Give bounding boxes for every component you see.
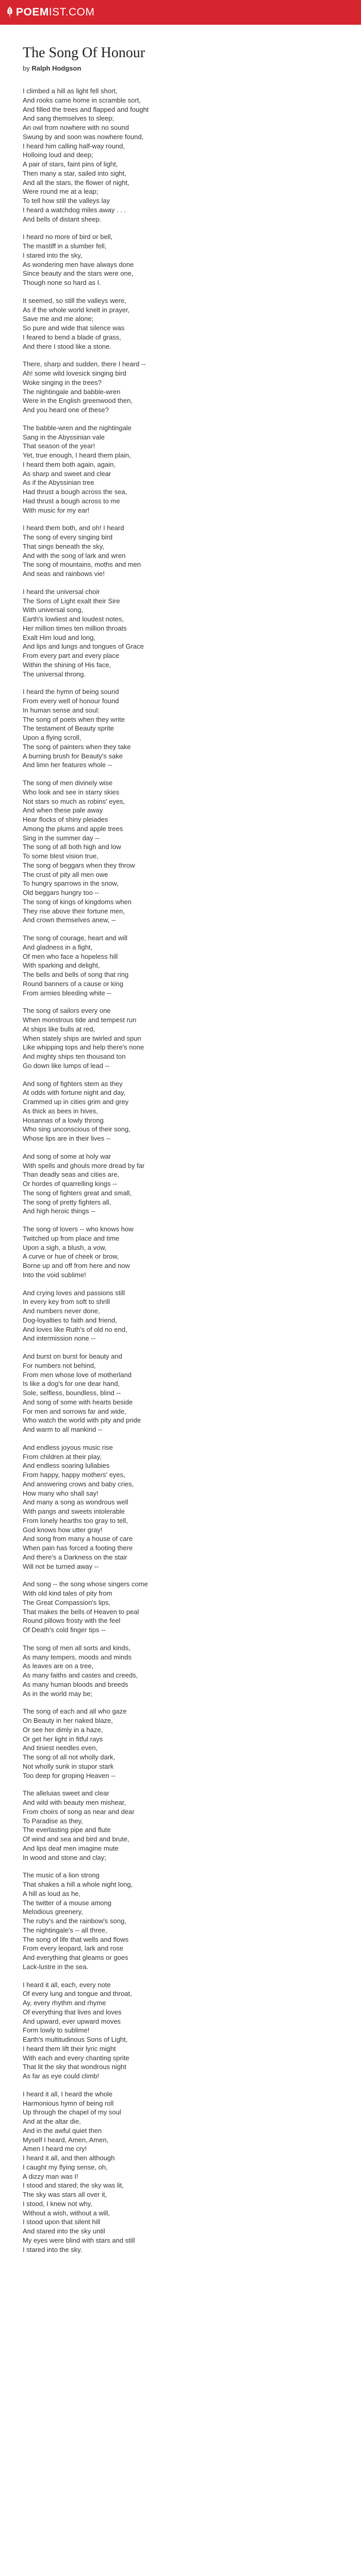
poem-line: Had thrust a bough across the sea, [23, 488, 127, 496]
poem-line: I heard them both, and oh! I heard [23, 524, 124, 532]
poem-line: Not stars so much as robins' eyes, [23, 797, 125, 805]
poem-line: Twitched up from place and time [23, 1234, 120, 1242]
poem-line: From choirs of song as near and dear [23, 1807, 135, 1816]
poem-line: Among the plums and apple trees [23, 824, 123, 833]
poem-line: Melodious greenery, [23, 1908, 83, 1916]
poem-line: And tiniest needles even, [23, 1744, 98, 1752]
poem-line: A pair of stars, faint pins of light, [23, 160, 118, 168]
poem-line: That season of the year! [23, 442, 95, 450]
poem-line: Hear flocks of shiny pleiades [23, 816, 108, 823]
poem-line: From armies bleeding white -- [23, 989, 111, 997]
poem-line: As sharp and sweet and clear [23, 469, 111, 478]
poem-line: Harmonious hymn of being roll [23, 2099, 114, 2107]
stanza [23, 1643, 338, 1699]
poem-line: And all the stars, the flower of night, [23, 178, 129, 187]
poem-line: The song of each and all who gaze [23, 1707, 127, 1716]
poem-line: Will not be turned away -- [23, 1562, 99, 1570]
poem-line: My eyes were blind with stars and still [23, 2236, 135, 2244]
poem-line: In human sense and soul: [23, 706, 100, 714]
poem-line: Had thrust a bough across to me [23, 497, 120, 505]
poem-line: The twitter of a mouse among [23, 1899, 111, 1907]
poem-line: The ruby's and the rainbow's song, [23, 1917, 126, 1925]
poem-line: That lit the sky that wondrous night [23, 2063, 126, 2071]
poem-line: And endless soaring lullabies [23, 1462, 110, 1470]
poem-line: I stood and stared; the sky was lit, [23, 2181, 124, 2190]
poem-line: Go down like lumps of lead -- [23, 1061, 110, 1070]
poem-line: As if the whole world knelt in prayer, [23, 306, 130, 314]
poem-line: With music for my ear! [23, 506, 90, 514]
poem-line: To Paradise as they, [23, 1817, 83, 1825]
poem-line: Ah! some wild lovesick singing bird [23, 369, 126, 377]
poem-line: As far as eye could climb! [23, 2072, 100, 2080]
poem-line: Like whipping tops and help there's none [23, 1043, 144, 1052]
poem-line: The alleluias sweet and clear [23, 1789, 109, 1798]
poem-line: Lack-lustre in the sea. [23, 1962, 89, 1971]
poem-line: The song of beggars when they throw [23, 861, 135, 869]
poem-line: Sole, selfless, boundless, blind -- [23, 1389, 121, 1397]
logo-text-bold: POEM [16, 6, 49, 18]
stanza [23, 1079, 338, 1143]
poem-line: For men and sorrows far and wide, [23, 1407, 126, 1415]
poem-line: Of wind and sea and bird and brute, [23, 1835, 129, 1843]
poem-line: Of men who face a hopeless hill [23, 952, 118, 960]
poem-line: From every part and every place [23, 652, 120, 659]
poem-line: The music of a lion strong [23, 1871, 100, 1879]
poem-line: Upon a flying scroll, [23, 734, 81, 741]
poem-line: Save me and me alone; [23, 315, 94, 323]
poem-line: And loves like Ruth's of old no end, [23, 1325, 127, 1333]
poem-line: Without a wish, without a will, [23, 2209, 110, 2217]
stanza [23, 1443, 338, 1571]
poem-line: And limn her features whole -- [23, 761, 112, 769]
poem-line: At ships like bulls at red, [23, 1025, 95, 1033]
poem-line: And when these pale away [23, 806, 103, 815]
poem-line: As if the Abyssinian tree [23, 479, 94, 487]
stanza [23, 1871, 338, 1971]
poem-line: The universal throng. [23, 670, 86, 678]
poem-line: Of everything that lives and loves [23, 2008, 122, 2016]
poem-line: Not wholly sunk in stupor stark [23, 1762, 114, 1770]
poem-line: The song of all both high and low [23, 843, 121, 851]
poem-line: The song of mountains, moths and men [23, 561, 141, 569]
poem-line: And crying loves and passions still [23, 1289, 125, 1297]
poem-line: The song of every singing bird [23, 533, 113, 541]
poem-line: As thick as bees in hives, [23, 1107, 98, 1115]
poem-line: Up through the chapel of my soul [23, 2108, 121, 2116]
poem-line: As many faiths and castes and creeds, [23, 1671, 138, 1679]
poem-line: And mighty ships ten thousand ton [23, 1053, 126, 1060]
poem-line: And intermission none -- [23, 1334, 95, 1343]
poem-line: And upward, ever upward moves [23, 2017, 121, 2025]
poem-line: To tell how still the valleys lay [23, 197, 110, 205]
poem-line: An owl from nowhere with no sound [23, 124, 129, 131]
poem-line: Or hordes of quarrelling kings -- [23, 1180, 117, 1188]
poem-line: Since beauty and the stars were one, [23, 269, 134, 278]
poem-line: Sing in the summer day -- [23, 834, 100, 842]
logo-text-light: IST.COM [48, 6, 95, 18]
poem-line: And you heard one of these? [23, 406, 109, 414]
poem-line: With each and every chanting sprite [23, 2054, 129, 2062]
poem-line: Of Death's cold finger tips -- [23, 1626, 106, 1634]
poem-line: Is like a dog's for one dear hand, [23, 1380, 120, 1388]
poem-line: The song of courage, heart and will [23, 934, 128, 942]
poem-line: The song of men all sorts and kinds, [23, 1643, 130, 1652]
poem-line: I heard no more of bird or bell, [23, 233, 113, 241]
poem-line: And song of fighters stern as they [23, 1079, 123, 1088]
poem-line: With universal song, [23, 606, 84, 614]
poem-line: With pangs and sweets intolerable [23, 1507, 125, 1515]
poem-line: The sky was stars all over it, [23, 2191, 107, 2198]
poem-line: The song of painters when they take [23, 742, 131, 751]
poem-line: Crammed up in cities grim and grey [23, 1098, 129, 1106]
poem-line: A hill as loud as he, [23, 1889, 81, 1897]
poem-line: Myself I heard, Amen, Amen, [23, 2136, 109, 2144]
poem-line: As many human bloods and breeds [23, 1680, 128, 1688]
poem-line: When monstrous tide and tempest run [23, 1016, 137, 1024]
poem-line: Then many a star, sailed into sight, [23, 169, 126, 177]
poem-line: The song of poets when they write [23, 715, 125, 723]
site-logo[interactable] [6, 6, 95, 19]
stanza [23, 1152, 338, 1216]
poem-line: Amen I heard me cry! [23, 2145, 87, 2153]
poem-line: And rooks came home in scramble sort, [23, 96, 141, 104]
poem-line: The crust of pity all men owe [23, 870, 108, 878]
poem-line: The song of lovers -- who knows how [23, 1225, 134, 1233]
poem-line: From every well of honour found [23, 697, 119, 705]
poem-line: Were round me at a leap; [23, 188, 99, 196]
poem-line: Form lowly to sublime! [23, 2026, 90, 2035]
poem-line: There, sharp and sudden, there I heard -- [23, 360, 146, 368]
poem-line: Sang in the Abyssinian vale [23, 433, 105, 441]
poem-line: And song -- the song whose singers come [23, 1580, 148, 1588]
stanza [23, 1006, 338, 1070]
stanza [23, 1580, 338, 1635]
poem-line: In wood and stone and clay; [23, 1853, 106, 1861]
poem-line: The song of men divinely wise [23, 779, 113, 787]
poem-line: With spells and ghouls more dread by far [23, 1161, 145, 1170]
poem-line: Round pillows frosty with the feel [23, 1617, 121, 1625]
poem-line: Earth's lowliest and loudest notes, [23, 615, 124, 623]
poem-line: And crown themselves anew, -- [23, 916, 116, 924]
poem-line: And sang themselves to sleep; [23, 114, 114, 123]
stanza [23, 778, 338, 925]
poem-line: I heard it all, and then although [23, 2154, 115, 2162]
stanza [23, 232, 338, 287]
poem-line: And numbers never done, [23, 1307, 100, 1315]
stanza [23, 1707, 338, 1780]
poem-line: I heard it all, I heard the whole [23, 2090, 113, 2098]
poem-line: And answering crows and baby cries, [23, 1480, 134, 1488]
poem-line: Though none so hard as I. [23, 279, 101, 286]
stanza [23, 934, 338, 997]
poem-line: The song of life that wells and flows [23, 1935, 129, 1943]
poem-line: To hungry sparrows in the snow, [23, 879, 119, 888]
poem-line: With old kind tales of pity from [23, 1589, 112, 1597]
poem-line: And gladness in a fight, [23, 943, 93, 951]
poem-line: Into the void sublime! [23, 1270, 86, 1279]
poem-line: And in the awful quiet then [23, 2126, 102, 2134]
poem-line: Her million times ten million throats [23, 624, 127, 632]
stanza [23, 1352, 338, 1434]
poem-line: That sings beneath the sky, [23, 542, 105, 550]
poem-line: I heard them lift their lyric might [23, 2044, 116, 2053]
poem-line: Than deadly seas and cities are, [23, 1171, 120, 1179]
poem-line: As leaves are on a tree, [23, 1662, 94, 1670]
poem-line: Ay, every rhythm and rhyme [23, 1999, 106, 2007]
poem-line: Or get her light in fitful rays [23, 1735, 103, 1743]
poem-line: That makes the bells of Heaven to peal [23, 1607, 139, 1616]
poem-line: The nightingale and babble-wren [23, 387, 121, 396]
poem-line: How many who shall say! [23, 1489, 99, 1497]
poem-line: The Sons of Light exalt their Sire [23, 597, 120, 605]
poem-line: Exalt Him loud and long, [23, 633, 95, 641]
poem-line: From lonely hearths too gray to tell, [23, 1516, 128, 1524]
poem-line: The Great Compassion's lips, [23, 1598, 111, 1606]
poem-line: A curve or hue of cheek or brow, [23, 1252, 119, 1261]
poem-line: I climbed a hill as light fell short, [23, 87, 118, 95]
poem-line: And everything that gleams or goes [23, 1954, 128, 1961]
poem-line: When stately ships are twirled and spun [23, 1034, 141, 1042]
poem-line: Old beggars hungry too -- [23, 889, 100, 896]
poem-line: Hosannas of a lowly throng [23, 1116, 104, 1124]
poem-line: The nightingale's -- all three, [23, 1926, 107, 1934]
poem-line: From men whose love of motherland [23, 1370, 132, 1379]
poem-line: And song of some at holy war [23, 1152, 111, 1160]
poem-line: Of every lung and tongue and throat, [23, 1990, 132, 1998]
poem-line: And wild with beauty men mishear, [23, 1799, 126, 1806]
poem-line: Who sing unconscious of their song, [23, 1125, 130, 1133]
poem-line: I feared to bend a blade of grass, [23, 333, 121, 341]
stanza [23, 87, 338, 224]
poem-line: And song from many a house of care [23, 1535, 133, 1543]
poem-line: I caught my flying sense, oh, [23, 2163, 108, 2171]
poem-line: A dizzy man was I! [23, 2172, 78, 2180]
poem-line: And warm to all mankind -- [23, 1426, 103, 1433]
poem-line: And endless joyous music rise [23, 1443, 113, 1451]
poem-line: And there I stood like a stone. [23, 342, 111, 350]
poem-line: And seas and rainbows vie! [23, 570, 105, 578]
poem-line: In every key from soft to shrill [23, 1298, 110, 1306]
stanza [23, 687, 338, 770]
poem-line: A burning brush for Beauty's sake [23, 752, 123, 760]
stanza [23, 360, 338, 415]
poem-line: For numbers not behind, [23, 1361, 96, 1369]
poem-line: Who watch the world with pity and pride [23, 1416, 141, 1425]
poem-line: I heard them both again, again, [23, 460, 116, 468]
poem-line: As in the world may be; [23, 1689, 93, 1698]
poem-line: I heard the universal choir [23, 587, 100, 596]
poem-line: And filled the trees and flapped and fought [23, 105, 149, 113]
poem-line: The song of kings of kingdoms when [23, 897, 132, 906]
poem-line: At odds with fortune night and day, [23, 1089, 126, 1097]
poem-line: It seemed, so still the valleys were, [23, 296, 126, 304]
poem-line: I stared into the sky. [23, 2245, 83, 2253]
stanza [23, 1289, 338, 1344]
poem-line: And there's a Darkness on the stair [23, 1553, 127, 1561]
poem-line: From children at their play, [23, 1452, 102, 1461]
poem-line: Earth's multitudinous Sons of Light, [23, 2036, 128, 2043]
poem-title: The Song Of Honour [23, 45, 145, 61]
poem-line: The song of all not wholly dark, [23, 1753, 116, 1761]
stanza [23, 1980, 338, 2081]
poem-line: Within the shining of His face, [23, 660, 111, 669]
poem-line: I heard the hymn of being sound [23, 688, 119, 696]
poem-line: Who look and see in starry skies [23, 788, 120, 796]
poem-line: I heard a watchdog miles away . . . [23, 206, 126, 214]
byline [23, 64, 338, 73]
stanza [23, 587, 338, 679]
poem-line: With sparking and delight, [23, 961, 100, 970]
poem-line: As wondering men have always done [23, 260, 134, 268]
poem-line: I heard him calling half-way round, [23, 142, 125, 150]
poem-line: The bells and bells of song that ring [23, 971, 129, 978]
poem-line: The babble-wren and the nightingale [23, 423, 132, 432]
poem-line: And burst on burst for beauty and [23, 1352, 122, 1360]
poem-line: Swung by and soon was nowhere found, [23, 132, 144, 141]
poem-line: Too deep for groping Heaven -- [23, 1771, 116, 1780]
poem-line: Upon a sigh, a blush, a vow, [23, 1243, 107, 1251]
poem-line: Dog-loyalties to faith and friend, [23, 1316, 117, 1324]
poem-line: And at the altar die, [23, 2117, 81, 2125]
quill-icon [6, 7, 13, 18]
poem-line: And bells of distant sheep. [23, 215, 102, 223]
poem-line: And many a song as wondrous well [23, 1498, 128, 1506]
poem-container [0, 25, 361, 2576]
poem-body [23, 87, 338, 2254]
stanza [23, 2090, 338, 2255]
poem-line: And lips deaf men imagine mute [23, 1844, 119, 1852]
poem-line: The song of sailors every one [23, 1007, 111, 1015]
poem-line: So pure and wide that silence was [23, 324, 125, 332]
poem-line: From happy, happy mothers' eyes, [23, 1471, 125, 1479]
poem-line: Or see her dimly in a haze, [23, 1725, 103, 1734]
poem-line: And song of some with hearts beside [23, 1398, 133, 1406]
poem-line: Woke singing in the trees? [23, 378, 102, 386]
poem-line: I stared into the sky, [23, 251, 83, 259]
poem-line: Were in the English greenwood then, [23, 397, 133, 405]
poem-line: The everlasting pipe and flute [23, 1826, 111, 1834]
poem-line: I stood upon that silent hill [23, 2218, 101, 2226]
poem-line: They rise above their fortune men, [23, 907, 125, 915]
author-link[interactable]: Ralph Hodgson [31, 64, 81, 72]
poem-line: The mastiff in a slumber fell, [23, 242, 107, 250]
poem-line: As many tempers, moods and minds [23, 1653, 132, 1661]
poem-line: Yet, true enough, I heard them plain, [23, 451, 131, 459]
poem-line: I heard it all, each, every note [23, 1980, 111, 1989]
poem-line: Whose lips are in their lives -- [23, 1134, 111, 1142]
poem-line: And high heroic things -- [23, 1207, 95, 1215]
poem-line: The song of fighters great and small, [23, 1189, 132, 1197]
poem-line: I stood, I knew not why, [23, 2199, 92, 2208]
byline-prefix: by [23, 64, 30, 72]
poem-line: From every leopard, lark and rose [23, 1944, 124, 1953]
stanza [23, 1789, 338, 1862]
site-header [0, 0, 361, 25]
poem-line: Holloing loud and deep; [23, 151, 93, 159]
poem-line: God knows how utter gray! [23, 1526, 103, 1534]
poem-line: And lips and lungs and tongues of Grace [23, 642, 144, 651]
stanza [23, 296, 338, 351]
poem-line: Borne up and off from here and now [23, 1262, 130, 1269]
poem-line: To some blest vision true, [23, 852, 99, 860]
poem-line: The testament of Beauty sprite [23, 724, 114, 733]
poem-line: On Beauty in her naked blaze, [23, 1717, 113, 1724]
stanza [23, 423, 338, 515]
poem-line: Round banners of a cause or king [23, 979, 124, 988]
poem-line: When pain has forced a footing there [23, 1544, 133, 1552]
poem-line: And with the song of lark and wren [23, 551, 126, 560]
poem-line: That shakes a hill a whole night long, [23, 1880, 133, 1888]
poem-line: The song of pretty fighters all, [23, 1198, 111, 1206]
stanza [23, 1225, 338, 1280]
stanza [23, 523, 338, 579]
poem-line: And stared into the sky until [23, 2227, 105, 2235]
